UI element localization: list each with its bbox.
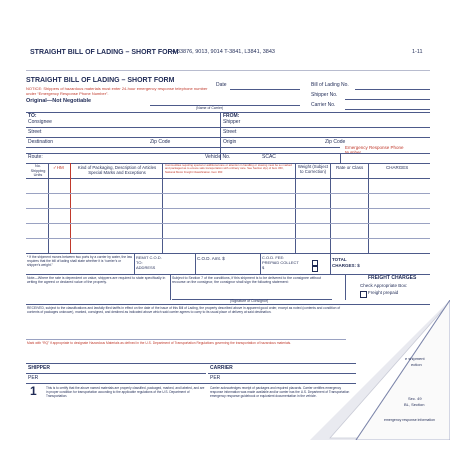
received-bottom-rule xyxy=(26,339,346,340)
shipper-per-label: PER xyxy=(28,375,39,381)
street-label-from: Street xyxy=(223,129,237,135)
cod-fee-label: C.O.D. FEE: PREPAID COLLECT $ xyxy=(262,255,299,270)
table-row[interactable] xyxy=(26,193,430,194)
col-header-nmfc: Commodities requiring special or additional care or attention in handling or stowing must be so marked and packaged as to ensure safe transportation with ordinary care. See Section 2(e) of Item 360, National Motor Freight Classification. Item 360 xyxy=(165,163,292,174)
street-field-to[interactable] xyxy=(26,137,220,138)
to-label: TO: xyxy=(28,113,37,119)
origin-field[interactable] xyxy=(220,147,340,148)
cod-divider xyxy=(195,253,196,274)
section7-divider xyxy=(170,274,171,300)
cod-amount-label: C.O.D. Amt. $ xyxy=(197,256,225,261)
carrier-no-label: Carrier No. xyxy=(311,102,336,108)
table-header-rule xyxy=(26,178,430,179)
col-header-units: No. Shipping Units xyxy=(30,164,46,177)
origin-label: Origin xyxy=(223,139,237,145)
destination-label: Destination xyxy=(28,139,54,145)
remit-divider xyxy=(134,253,135,274)
street-field-from[interactable] xyxy=(220,137,430,138)
emergency-phone-label: Emergency Response Phone Number xyxy=(345,145,404,155)
table-row[interactable] xyxy=(26,208,430,209)
cod-collect-checkbox[interactable] xyxy=(312,266,318,272)
carrier-acknowledgement: Carrier acknowledges receipt of packages and required placards. Carrier certifies emergency response information was made available and/or carrier has the U.S. Department of Transportation emergency response guidebook or equivalent documentation in the vehicle. xyxy=(210,386,350,398)
signature-caption: (Signature of Consignor) xyxy=(230,299,269,303)
cod-fee-divider xyxy=(260,253,261,274)
section7-text: Subject to Section 7 of the conditions, if this shipment is to be delivered to the consignee without recourse on the consignor, the consignor shall sign the following statement: xyxy=(172,276,322,285)
date-field[interactable] xyxy=(230,89,300,90)
shipper-signature-field[interactable] xyxy=(26,373,206,374)
destination-field[interactable] xyxy=(26,147,220,148)
back-sheet-fragment: e shipment xyxy=(405,356,425,361)
header-title: STRAIGHT BILL OF LADING – SHORT FORM xyxy=(30,49,179,56)
from-label: FROM: xyxy=(223,113,240,119)
shipper-no-label: Shipper No. xyxy=(311,92,338,98)
zip-label-from: Zip Code xyxy=(325,139,346,145)
carrier-no-field[interactable] xyxy=(345,109,430,110)
header-divider xyxy=(26,70,430,71)
form-title: STRAIGHT BILL OF LADING – SHORT FORM xyxy=(26,77,175,84)
vehicle-no-label: Vehicle No. xyxy=(205,154,231,160)
table-bottom-rule xyxy=(26,253,430,254)
hazmat-paragraph: Mark with “RQ” if appropriate to designate Hazardous Materials as defined in the U.S. Department of Transportation Regulations governing the transportation of hazardous materials. xyxy=(27,341,292,345)
header-revision: 1-11 xyxy=(412,49,423,55)
col-header-weight: Weight (Subject to Correction) xyxy=(297,164,329,174)
value-note: * If the shipment moves between two ports by a carrier by water, the law requires that the bill of lading shall state whether it is “carrier’s or shipper’s weight.” xyxy=(27,255,132,267)
table-row[interactable] xyxy=(26,223,430,224)
shipper-field[interactable] xyxy=(220,127,430,128)
col-header-kind: Kind of Packaging, Description of Articles Special Marks and Exceptions xyxy=(77,165,157,175)
col-header-hm: ✓HM xyxy=(53,165,64,170)
back-sheet-fragment: BL, Section xyxy=(404,402,425,407)
route-divider xyxy=(340,153,341,163)
freight-prepaid-label: Freight prepaid xyxy=(368,290,399,295)
hazmat-notice: NOTICE: Shippers of hazardous materials must enter 24-hour emergency response telephone number under “Emergency Response Phone Number”. xyxy=(26,86,208,96)
freight-charges-label: FREIGHT CHARGES xyxy=(368,275,417,281)
carrier-name-caption: (Name of Carrier) xyxy=(196,106,224,110)
carrier-per-label: PER xyxy=(210,375,221,381)
scac-label: SCAC xyxy=(262,154,276,160)
header-form-numbers: 4-83876, 9013, 9014 T-3841, L3841, 3843 xyxy=(172,49,275,55)
back-sheet-fragment: Sec. 49 xyxy=(408,396,422,401)
shipper-signature-label: SHIPPER xyxy=(28,365,50,371)
copy-number: 1 xyxy=(30,384,37,398)
col-header-charges: CHARGES xyxy=(386,165,409,170)
shipper-label: Shipper xyxy=(223,119,241,125)
freight-prepaid-checkbox[interactable] xyxy=(360,291,367,298)
carrier-signature-label: CARRIER xyxy=(210,365,233,371)
date-label: Date xyxy=(216,82,227,88)
back-sheet-fragment: emergency response information xyxy=(384,418,435,422)
consignee-label: Consignee xyxy=(28,119,52,125)
street-label-to: Street xyxy=(28,129,42,135)
original-label: Original—Not Negotiable xyxy=(26,98,92,104)
total-divider xyxy=(330,253,331,274)
check-box-label: Check Appropriate Box: xyxy=(360,283,408,288)
bill-no-field[interactable] xyxy=(355,89,430,90)
table-row[interactable] xyxy=(26,238,430,239)
shipper-no-field[interactable] xyxy=(345,99,430,100)
bill-no-label: Bill of Lading No. xyxy=(311,82,349,88)
zip-label-to: Zip Code xyxy=(150,139,171,145)
freight-divider xyxy=(345,274,346,300)
remit-label: REMIT C.O.D. TO: ADDRESS xyxy=(136,255,162,270)
total-charges-label: TOTAL CHARGES: $ xyxy=(332,257,360,268)
received-paragraph: RECEIVED, subject to the classifications and lawfully filed tariffs in effect on the date of the issue of this Bill of Lading, the property described above in apparent good order, except as noted (contents and condition of contents of packages unknown), marked, consigned, and destined as indicated above which said carrier agrees to carry to its usual place of delivery at said destination. xyxy=(27,306,341,315)
back-sheet-fragment: ection xyxy=(411,362,422,367)
carrier-name-field[interactable] xyxy=(150,105,300,106)
consignee-field[interactable] xyxy=(26,127,220,128)
declared-value-text: Note—Where the rate is dependent on value, shippers are required to state specifically in writing the agreed or declared value of the property. xyxy=(27,276,166,285)
route-label: Route: xyxy=(28,154,43,160)
shipper-certification: This is to certify that the above named materials are properly classified, packaged, marked, and labeled, and are in proper condition for transportation according to the applicable regulations of the U.S. Department of Transportation. xyxy=(46,386,205,398)
col-header-rate: Rate or Class xyxy=(336,165,364,170)
